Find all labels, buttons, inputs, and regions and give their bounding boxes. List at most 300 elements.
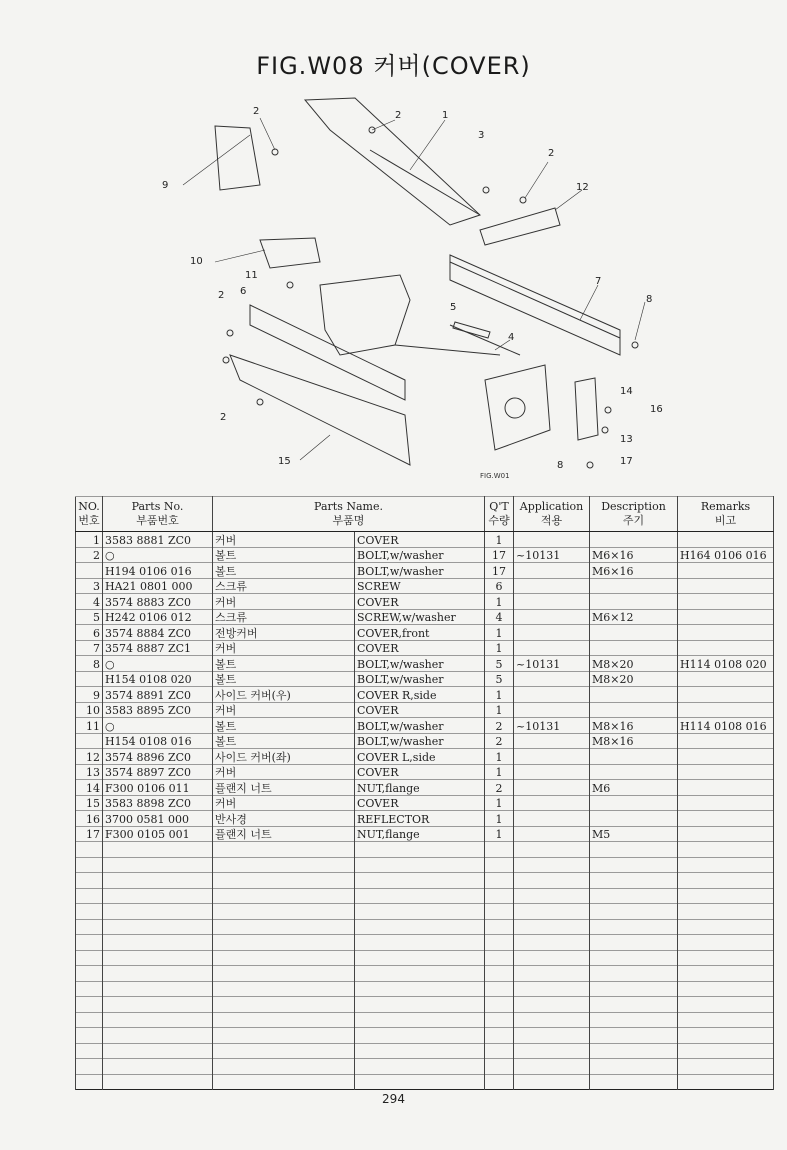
table-cell-app: ~10131: [514, 547, 590, 563]
table-cell-name-ko: 볼트: [213, 671, 355, 687]
table-cell-empty: [514, 857, 590, 873]
part-bracket: [260, 238, 320, 268]
callout-5: 5: [450, 302, 457, 313]
table-cell-desc: M8×20: [590, 671, 678, 687]
table-row: [76, 578, 774, 594]
table-cell-empty: [678, 935, 774, 951]
table-cell-empty: [590, 950, 678, 966]
table-cell-empty: [514, 1074, 590, 1090]
table-cell-app: [514, 795, 590, 811]
table-cell-qty: 1: [485, 764, 514, 780]
table-cell-remarks: [678, 826, 774, 842]
table-cell-name-en: COVER: [355, 594, 485, 610]
part-long-cover: [450, 255, 620, 355]
table-cell-empty: [213, 842, 355, 858]
table-row-empty: [76, 950, 774, 966]
part-frame: [320, 275, 410, 355]
table-cell-empty: [514, 1012, 590, 1028]
table-cell-empty: [678, 1074, 774, 1090]
table-cell-desc: [590, 640, 678, 656]
table-cell-empty: [590, 842, 678, 858]
table-cell-qty: 1: [485, 795, 514, 811]
table-cell-empty: [485, 966, 514, 982]
table-cell-no: 15: [76, 795, 103, 811]
table-cell-empty: [213, 950, 355, 966]
table-cell-part-no: ○: [103, 547, 213, 563]
table-cell-empty: [103, 1074, 213, 1090]
table-cell-name-en: COVER: [355, 795, 485, 811]
table-cell-empty: [213, 935, 355, 951]
table-cell-remarks: [678, 578, 774, 594]
table-row-empty: [76, 981, 774, 997]
table-cell-empty: [485, 981, 514, 997]
table-cell-no: 13: [76, 764, 103, 780]
table-cell-empty: [76, 904, 103, 920]
table-cell-empty: [76, 966, 103, 982]
table-cell-empty: [355, 1012, 485, 1028]
table-cell-name-ko: 볼트: [213, 563, 355, 579]
table-cell-empty: [103, 873, 213, 889]
table-cell-name-en: BOLT,w/washer: [355, 733, 485, 749]
table-row: [76, 749, 774, 765]
table-cell-name-ko: 스크류: [213, 609, 355, 625]
table-cell-part-no: 3574 8891 ZC0: [103, 687, 213, 703]
table-cell-app: [514, 764, 590, 780]
table-cell-qty: 1: [485, 532, 514, 548]
table-cell-remarks: [678, 609, 774, 625]
table-cell-app: [514, 532, 590, 548]
table-row-empty: [76, 888, 774, 904]
table-cell-empty: [76, 857, 103, 873]
table-cell-empty: [590, 1074, 678, 1090]
table-cell-name-en: NUT,flange: [355, 826, 485, 842]
table-row-empty: [76, 873, 774, 889]
table-cell-app: [514, 811, 590, 827]
table-cell-desc: [590, 702, 678, 718]
part-side-cover-right: [215, 126, 260, 190]
table-cell-empty: [103, 997, 213, 1013]
table-row: [76, 687, 774, 703]
table-cell-empty: [678, 981, 774, 997]
table-cell-qty: 1: [485, 640, 514, 656]
table-row: [76, 532, 774, 548]
table-cell-name-ko: 볼트: [213, 733, 355, 749]
table-cell-qty: 2: [485, 718, 514, 734]
table-cell-name-ko: 커버: [213, 532, 355, 548]
table-cell-remarks: [678, 764, 774, 780]
table-cell-remarks: H114 0108 016: [678, 718, 774, 734]
callout-16: 16: [650, 404, 663, 415]
part-top-cover: [305, 98, 480, 225]
table-cell-empty: [213, 981, 355, 997]
table-row: [76, 811, 774, 827]
callout-8: 8: [646, 294, 653, 305]
table-cell-empty: [678, 904, 774, 920]
table-cell-empty: [76, 950, 103, 966]
table-cell-qty: 1: [485, 687, 514, 703]
table-cell-desc: [590, 594, 678, 610]
table-cell-empty: [678, 1012, 774, 1028]
table-cell-name-ko: 볼트: [213, 547, 355, 563]
table-cell-no: 1: [76, 532, 103, 548]
table-cell-name-en: SCREW,w/washer: [355, 609, 485, 625]
table-cell-qty: 1: [485, 826, 514, 842]
header-description: Description 주기: [590, 497, 678, 532]
table-cell-part-no: 3700 0581 000: [103, 811, 213, 827]
table-cell-desc: M8×20: [590, 656, 678, 672]
table-cell-empty: [485, 919, 514, 935]
table-cell-empty: [103, 966, 213, 982]
callout-7: 7: [595, 276, 602, 287]
part-cover-plate: [480, 208, 560, 245]
table-cell-empty: [355, 873, 485, 889]
table-cell-empty: [590, 857, 678, 873]
table-cell-no: 12: [76, 749, 103, 765]
table-cell-part-no: H154 0108 016: [103, 733, 213, 749]
table-cell-empty: [213, 873, 355, 889]
callout-3: 3: [478, 130, 485, 141]
table-cell-empty: [678, 1059, 774, 1075]
table-cell-empty: [213, 904, 355, 920]
exploded-parts-diagram: [150, 90, 680, 490]
table-cell-name-ko: 사이드 커버(우): [213, 687, 355, 703]
table-row: [76, 656, 774, 672]
table-cell-empty: [355, 1059, 485, 1075]
table-cell-remarks: [678, 749, 774, 765]
table-row: [76, 594, 774, 610]
header-application: Application 적용: [514, 497, 590, 532]
table-cell-app: [514, 563, 590, 579]
table-cell-part-no: H194 0106 016: [103, 563, 213, 579]
table-cell-empty: [485, 935, 514, 951]
table-cell-remarks: [678, 702, 774, 718]
table-cell-remarks: [678, 625, 774, 641]
table-cell-name-en: COVER: [355, 764, 485, 780]
table-cell-name-ko: 반사경: [213, 811, 355, 827]
parts-table: [75, 496, 774, 1090]
table-cell-part-no: ○: [103, 718, 213, 734]
table-cell-empty: [485, 1028, 514, 1044]
table-cell-part-no: ○: [103, 656, 213, 672]
table-cell-empty: [590, 1028, 678, 1044]
table-cell-remarks: H114 0108 020: [678, 656, 774, 672]
page-title: FIG.W08 커버(COVER): [256, 52, 531, 80]
table-cell-part-no: F300 0106 011: [103, 780, 213, 796]
table-row-empty: [76, 904, 774, 920]
table-cell-name-en: BOLT,w/washer: [355, 547, 485, 563]
table-cell-empty: [514, 1059, 590, 1075]
table-cell-remarks: [678, 563, 774, 579]
table-cell-qty: 17: [485, 547, 514, 563]
table-cell-name-en: COVER L,side: [355, 749, 485, 765]
table-row: [76, 563, 774, 579]
table-cell-empty: [213, 1043, 355, 1059]
table-row: [76, 718, 774, 734]
table-cell-no: 9: [76, 687, 103, 703]
table-cell-part-no: H242 0106 012: [103, 609, 213, 625]
table-cell-empty: [103, 1028, 213, 1044]
table-cell-desc: M6×12: [590, 609, 678, 625]
table-cell-no: [76, 733, 103, 749]
table-cell-empty: [355, 857, 485, 873]
table-row: [76, 702, 774, 718]
table-cell-empty: [485, 1043, 514, 1059]
table-cell-empty: [355, 1074, 485, 1090]
table-cell-empty: [103, 981, 213, 997]
table-cell-name-en: BOLT,w/washer: [355, 563, 485, 579]
table-cell-app: [514, 733, 590, 749]
table-cell-empty: [213, 1028, 355, 1044]
table-cell-empty: [590, 935, 678, 951]
table-row-empty: [76, 919, 774, 935]
callout-17: 17: [620, 456, 633, 467]
table-cell-desc: [590, 811, 678, 827]
table-cell-desc: M6×16: [590, 547, 678, 563]
part-front-cover: [250, 305, 405, 400]
table-cell-empty: [355, 904, 485, 920]
callout-10: 10: [190, 256, 203, 267]
table-cell-app: [514, 594, 590, 610]
table-cell-no: 2: [76, 547, 103, 563]
table-cell-part-no: HA21 0801 000: [103, 578, 213, 594]
table-cell-no: 4: [76, 594, 103, 610]
table-cell-empty: [76, 997, 103, 1013]
table-cell-qty: 4: [485, 609, 514, 625]
table-cell-name-en: COVER R,side: [355, 687, 485, 703]
table-cell-empty: [213, 1074, 355, 1090]
table-cell-no: 7: [76, 640, 103, 656]
table-row-empty: [76, 1043, 774, 1059]
table-cell-empty: [103, 1043, 213, 1059]
table-cell-name-en: COVER: [355, 640, 485, 656]
table-cell-no: 10: [76, 702, 103, 718]
table-row-empty: [76, 842, 774, 858]
table-cell-empty: [355, 935, 485, 951]
table-cell-empty: [590, 966, 678, 982]
table-cell-app: ~10131: [514, 718, 590, 734]
table-cell-empty: [103, 935, 213, 951]
table-cell-name-en: NUT,flange: [355, 780, 485, 796]
table-cell-app: [514, 826, 590, 842]
table-cell-qty: 2: [485, 733, 514, 749]
table-row-empty: [76, 1028, 774, 1044]
header-no: NO. 번호: [76, 497, 103, 532]
table-cell-empty: [678, 950, 774, 966]
callout-4: 4: [508, 332, 515, 343]
table-cell-qty: 6: [485, 578, 514, 594]
table-cell-empty: [590, 1059, 678, 1075]
table-cell-no: [76, 563, 103, 579]
table-cell-empty: [355, 842, 485, 858]
table-cell-desc: M6×16: [590, 563, 678, 579]
table-cell-empty: [76, 1012, 103, 1028]
table-cell-name-ko: 전방커버: [213, 625, 355, 641]
table-row: [76, 780, 774, 796]
table-cell-no: 5: [76, 609, 103, 625]
table-cell-desc: [590, 795, 678, 811]
table-cell-part-no: 3574 8884 ZC0: [103, 625, 213, 641]
table-cell-empty: [103, 1059, 213, 1075]
table-cell-empty: [76, 919, 103, 935]
table-cell-desc: M8×16: [590, 718, 678, 734]
callout-2: 2: [395, 110, 402, 121]
table-row: [76, 764, 774, 780]
table-cell-empty: [514, 842, 590, 858]
table-cell-name-ko: 사이드 커버(좌): [213, 749, 355, 765]
table-cell-empty: [76, 1043, 103, 1059]
table-cell-empty: [590, 1012, 678, 1028]
table-cell-part-no: 3574 8887 ZC1: [103, 640, 213, 656]
table-cell-empty: [678, 842, 774, 858]
table-cell-app: [514, 625, 590, 641]
table-cell-empty: [76, 888, 103, 904]
table-cell-remarks: [678, 811, 774, 827]
table-row: [76, 625, 774, 641]
table-cell-empty: [514, 888, 590, 904]
table-cell-app: [514, 780, 590, 796]
table-row-empty: [76, 1059, 774, 1075]
callout-1: 1: [442, 110, 449, 121]
part-lower-cover: [230, 355, 410, 465]
table-cell-empty: [485, 888, 514, 904]
table-row-empty: [76, 857, 774, 873]
table-cell-empty: [590, 981, 678, 997]
table-cell-empty: [514, 950, 590, 966]
table-cell-empty: [355, 950, 485, 966]
table-cell-desc: [590, 532, 678, 548]
table-cell-empty: [485, 997, 514, 1013]
callout-6: 6: [240, 286, 247, 297]
callout-14: 14: [620, 386, 633, 397]
table-cell-empty: [678, 966, 774, 982]
table-cell-name-en: BOLT,w/washer: [355, 671, 485, 687]
table-cell-empty: [514, 873, 590, 889]
callout-8: 8: [557, 460, 564, 471]
table-cell-part-no: 3574 8896 ZC0: [103, 749, 213, 765]
table-cell-name-en: REFLECTOR: [355, 811, 485, 827]
callout-9: 9: [162, 180, 169, 191]
table-cell-part-no: 3583 8881 ZC0: [103, 532, 213, 548]
callout-2: 2: [253, 106, 260, 117]
table-cell-desc: [590, 749, 678, 765]
table-cell-empty: [355, 966, 485, 982]
table-cell-empty: [76, 842, 103, 858]
table-cell-name-en: COVER: [355, 702, 485, 718]
table-cell-empty: [355, 997, 485, 1013]
table-cell-empty: [103, 842, 213, 858]
callout-12: 12: [576, 182, 589, 193]
table-cell-name-ko: 볼트: [213, 656, 355, 672]
table-cell-name-ko: 스크류: [213, 578, 355, 594]
table-cell-empty: [355, 888, 485, 904]
table-cell-empty: [678, 873, 774, 889]
table-cell-name-ko: 커버: [213, 764, 355, 780]
table-cell-name-en: BOLT,w/washer: [355, 718, 485, 734]
table-cell-empty: [485, 1012, 514, 1028]
callout-11: 11: [245, 270, 258, 281]
table-cell-app: [514, 687, 590, 703]
table-row: [76, 733, 774, 749]
table-cell-empty: [213, 857, 355, 873]
header-parts-no: Parts No. 부품번호: [103, 497, 213, 532]
table-cell-app: [514, 702, 590, 718]
table-row-empty: [76, 1012, 774, 1028]
callout-15: 15: [278, 456, 291, 467]
table-cell-empty: [514, 981, 590, 997]
table-cell-empty: [213, 919, 355, 935]
table-cell-name-en: BOLT,w/washer: [355, 656, 485, 672]
table-cell-empty: [355, 919, 485, 935]
table-cell-app: [514, 671, 590, 687]
table-cell-remarks: [678, 780, 774, 796]
table-cell-empty: [355, 1028, 485, 1044]
table-cell-remarks: [678, 640, 774, 656]
table-cell-qty: 1: [485, 702, 514, 718]
page-number: 294: [382, 1092, 405, 1106]
table-cell-empty: [678, 997, 774, 1013]
table-cell-desc: [590, 687, 678, 703]
table-row: [76, 640, 774, 656]
table-cell-empty: [76, 1059, 103, 1075]
table-cell-empty: [678, 1043, 774, 1059]
table-row: [76, 671, 774, 687]
table-cell-no: 16: [76, 811, 103, 827]
table-cell-empty: [485, 904, 514, 920]
table-cell-remarks: [678, 532, 774, 548]
table-cell-qty: 17: [485, 563, 514, 579]
table-cell-empty: [213, 997, 355, 1013]
table-cell-empty: [103, 904, 213, 920]
table-cell-empty: [485, 873, 514, 889]
table-cell-empty: [485, 857, 514, 873]
table-cell-empty: [485, 1059, 514, 1075]
table-cell-app: [514, 640, 590, 656]
table-row-empty: [76, 966, 774, 982]
table-cell-empty: [514, 935, 590, 951]
table-cell-name-ko: 커버: [213, 594, 355, 610]
table-cell-qty: 5: [485, 671, 514, 687]
table-cell-no: 8: [76, 656, 103, 672]
table-cell-app: [514, 749, 590, 765]
table-cell-no: 6: [76, 625, 103, 641]
table-cell-qty: 1: [485, 811, 514, 827]
table-cell-remarks: [678, 733, 774, 749]
table-cell-empty: [103, 1012, 213, 1028]
table-cell-desc: [590, 625, 678, 641]
table-cell-name-ko: 커버: [213, 702, 355, 718]
table-cell-part-no: H154 0108 020: [103, 671, 213, 687]
table-cell-empty: [514, 966, 590, 982]
table-cell-remarks: [678, 795, 774, 811]
table-row: [76, 609, 774, 625]
table-cell-name-ko: 볼트: [213, 718, 355, 734]
table-cell-empty: [103, 950, 213, 966]
table-cell-empty: [590, 888, 678, 904]
table-cell-remarks: H164 0106 016: [678, 547, 774, 563]
table-cell-empty: [590, 904, 678, 920]
table-cell-name-ko: 커버: [213, 640, 355, 656]
table-cell-empty: [213, 1059, 355, 1075]
table-cell-remarks: [678, 687, 774, 703]
table-cell-empty: [213, 888, 355, 904]
table-cell-empty: [678, 919, 774, 935]
table-row-empty: [76, 935, 774, 951]
table-cell-name-ko: 플랜지 너트: [213, 780, 355, 796]
table-cell-empty: [485, 842, 514, 858]
table-cell-empty: [76, 873, 103, 889]
table-row-empty: [76, 997, 774, 1013]
table-cell-qty: 5: [485, 656, 514, 672]
